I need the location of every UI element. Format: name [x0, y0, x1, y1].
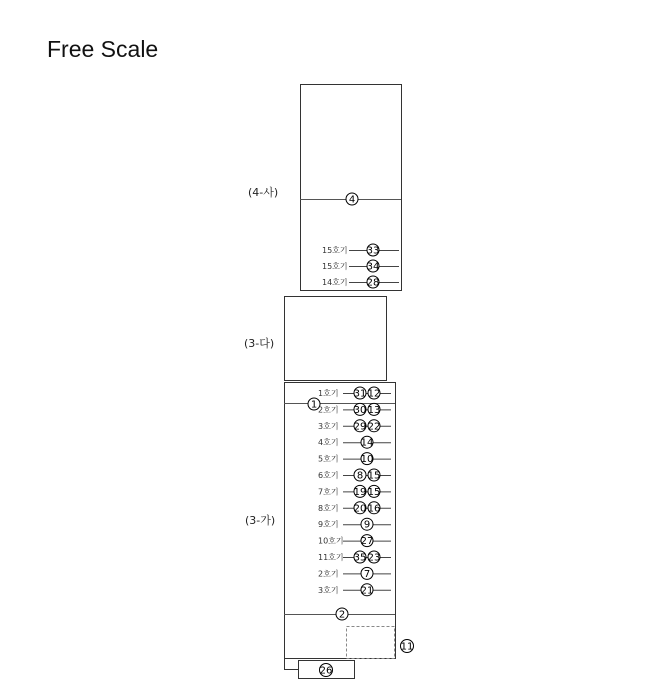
- row-label: 3호기: [318, 585, 339, 595]
- row-marker-number: 23: [367, 552, 381, 564]
- row-marker-number: 15: [367, 486, 381, 498]
- row-marker-number: 14: [360, 437, 374, 449]
- marker-number: 11: [400, 641, 414, 653]
- row-label: 7호기: [318, 487, 339, 497]
- section-lower-label: (3-가): [245, 514, 276, 527]
- marker-number: 26: [319, 665, 333, 677]
- row-marker-number: 27: [360, 536, 374, 548]
- row-marker-number: 34: [366, 261, 380, 273]
- row-marker-number: 13: [367, 404, 381, 416]
- row-label: 15호기: [322, 246, 348, 255]
- row-marker-number: 12: [367, 388, 381, 400]
- row-label: 8호기: [318, 503, 339, 513]
- upper-rows: [322, 244, 399, 289]
- section-middle-label: (3-다): [244, 337, 275, 350]
- row-label: 1호기: [318, 389, 339, 398]
- row-label: 15호기: [322, 262, 348, 271]
- section-upper-box: [301, 85, 402, 291]
- row-marker-number: 8: [356, 470, 364, 482]
- row-marker-number: 29: [353, 421, 367, 433]
- row-label: 11호기: [318, 553, 344, 562]
- row-marker-number: 20: [353, 503, 367, 515]
- row-marker-number: 19: [353, 486, 367, 498]
- row-label: 10호기: [318, 536, 344, 546]
- marker-number: 2: [338, 609, 346, 621]
- row-marker-number: 21: [360, 585, 374, 597]
- row-label: 3호기: [318, 421, 339, 431]
- row-marker-number: 15: [367, 470, 381, 482]
- dashed-area: [347, 627, 395, 659]
- row-label: 14호기: [322, 278, 348, 287]
- row-label: 9호기: [318, 520, 339, 530]
- row-marker-number: 7: [363, 568, 371, 580]
- marker-number: 1: [310, 399, 318, 411]
- row-marker-number: 22: [367, 421, 381, 433]
- row-marker-number: 33: [366, 245, 380, 257]
- page-title: Free Scale: [47, 36, 159, 62]
- row-marker-number: 35: [353, 552, 367, 564]
- row-label: 2호기: [318, 405, 339, 415]
- section-upper-label: (4-사): [248, 186, 279, 199]
- row-marker-number: 16: [367, 503, 381, 515]
- row-marker-number: 30: [353, 404, 367, 416]
- lower-rows: [318, 387, 391, 596]
- row-label: 2호기: [318, 569, 339, 579]
- row-marker-number: 9: [363, 519, 371, 531]
- row-label: 5호기: [318, 454, 339, 464]
- row-marker-number: 31: [353, 388, 367, 400]
- row-marker-number: 10: [360, 454, 374, 466]
- row-marker-number: 28: [366, 277, 380, 289]
- row-label: 6호기: [318, 471, 339, 480]
- section-middle-box: [285, 297, 387, 381]
- marker-number: 4: [348, 194, 356, 206]
- row-label: 4호기: [318, 438, 339, 448]
